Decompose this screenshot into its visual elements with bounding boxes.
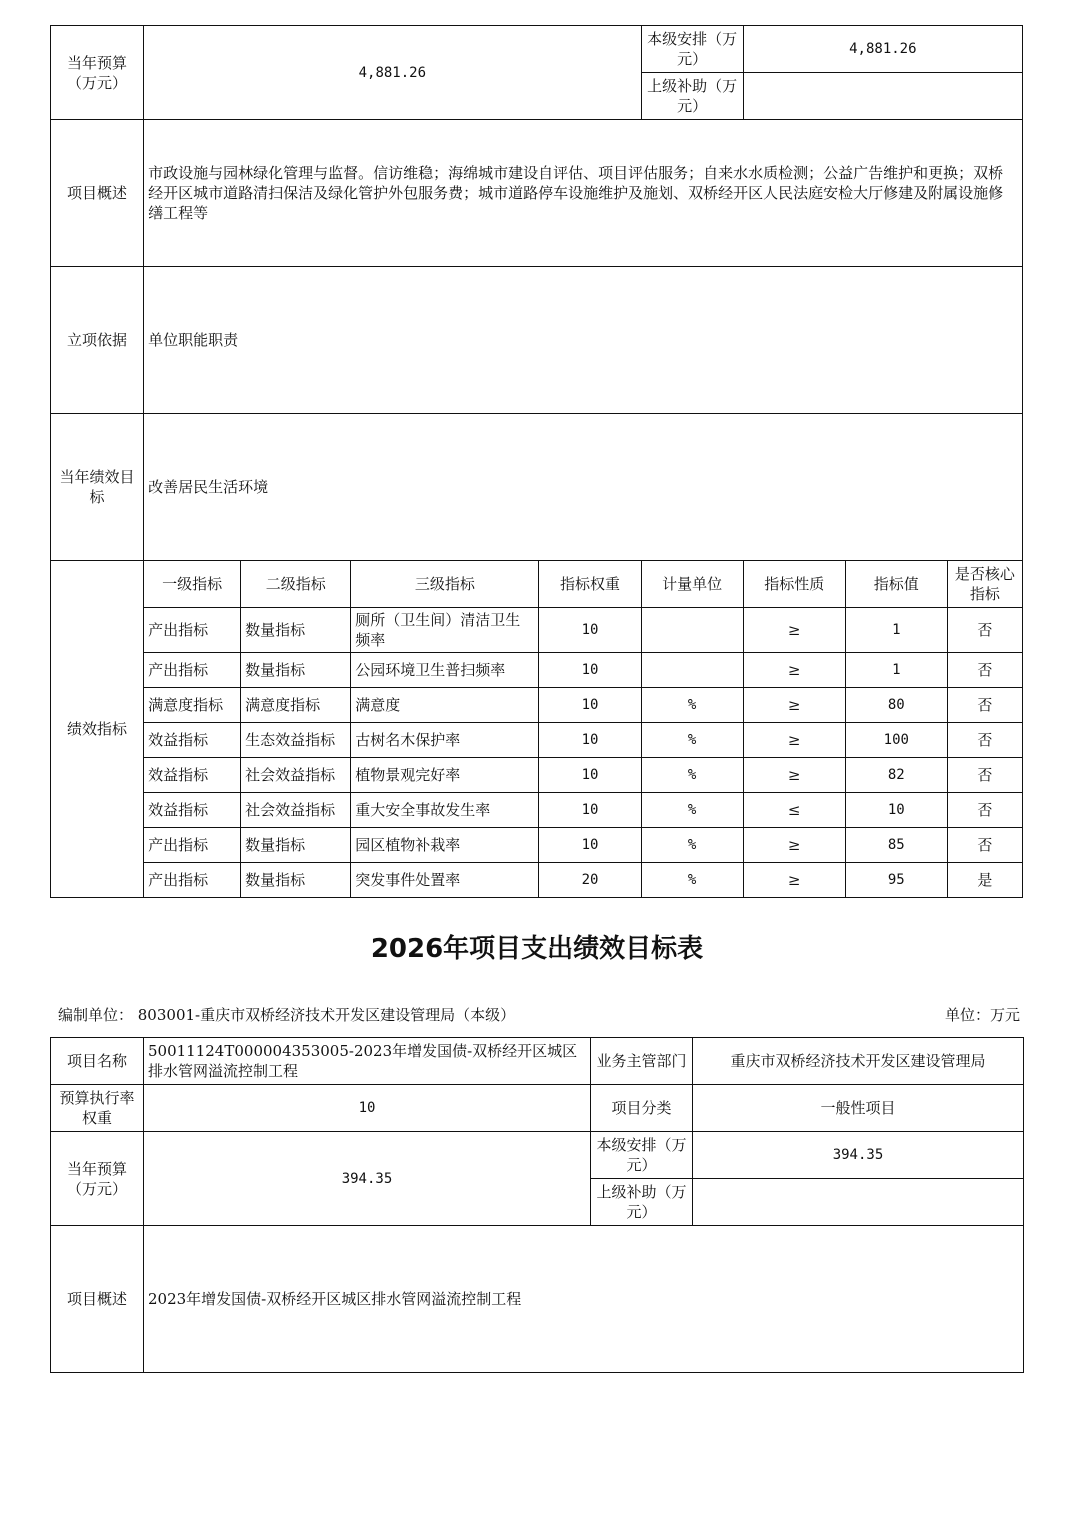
level2: 数量指标 <box>241 653 351 688</box>
value: 100 <box>845 723 947 758</box>
nature: ≥ <box>743 608 845 653</box>
level1: 效益指标 <box>144 723 241 758</box>
header-core: 是否核心指标 <box>947 561 1022 608</box>
table-row <box>51 608 1023 653</box>
header-level3: 三级指标 <box>351 561 539 608</box>
nature: ≥ <box>743 828 845 863</box>
level1: 产出指标 <box>144 608 241 653</box>
unit: % <box>641 828 743 863</box>
superior-subsidy-value <box>693 1179 1024 1226</box>
overview-label: 项目概述 <box>51 120 144 267</box>
level3: 公园环境卫生普扫频率 <box>351 653 539 688</box>
superior-subsidy-label: 上级补助（万元） <box>641 73 743 120</box>
core: 否 <box>947 723 1022 758</box>
level2: 生态效益指标 <box>241 723 351 758</box>
level1: 效益指标 <box>144 793 241 828</box>
performance-table-1 <box>50 25 1023 898</box>
budget-value: 4,881.26 <box>144 26 641 120</box>
unit-label: 单位：万元 <box>944 1006 1020 1024</box>
nature: ≥ <box>743 758 845 793</box>
header-nature: 指标性质 <box>743 561 845 608</box>
unit <box>641 608 743 653</box>
category-label: 项目分类 <box>591 1085 693 1132</box>
page-title: 2026年项目支出绩效目标表 <box>370 934 704 964</box>
value: 95 <box>845 863 947 898</box>
core: 否 <box>947 793 1022 828</box>
superior-subsidy-label: 上级补助（万元） <box>591 1179 693 1226</box>
budget-label: 当年预算（万元） <box>51 1132 144 1226</box>
core: 否 <box>947 608 1022 653</box>
level3: 满意度 <box>351 688 539 723</box>
goal-label: 当年绩效目标 <box>51 414 144 561</box>
level1: 效益指标 <box>144 758 241 793</box>
level2: 数量指标 <box>241 608 351 653</box>
weight: 10 <box>539 758 641 793</box>
execution-weight-label: 预算执行率权重 <box>51 1085 144 1132</box>
unit: % <box>641 863 743 898</box>
overview-text: 2023年增发国债-双桥经开区城区排水管网溢流控制工程 <box>144 1226 1024 1373</box>
value: 1 <box>845 653 947 688</box>
header-value: 指标值 <box>845 561 947 608</box>
weight: 10 <box>539 793 641 828</box>
local-arrangement-label: 本级安排（万元） <box>641 26 743 73</box>
weight: 10 <box>539 688 641 723</box>
budget-value: 394.35 <box>144 1132 591 1226</box>
unit: % <box>641 793 743 828</box>
basis-label: 立项依据 <box>51 267 144 414</box>
performance-table-2 <box>50 1037 1024 1373</box>
unit: % <box>641 723 743 758</box>
core: 否 <box>947 758 1022 793</box>
project-name-value: 50011124T000004353005-2023年增发国债-双桥经开区城区排水管网溢流控制工程 <box>144 1038 591 1085</box>
core: 否 <box>947 828 1022 863</box>
department-label: 业务主管部门 <box>591 1038 693 1085</box>
nature: ≥ <box>743 863 845 898</box>
value: 82 <box>845 758 947 793</box>
value: 10 <box>845 793 947 828</box>
level2: 社会效益指标 <box>241 793 351 828</box>
overview-label: 项目概述 <box>51 1226 144 1373</box>
level3: 园区植物补栽率 <box>351 828 539 863</box>
nature: ≥ <box>743 653 845 688</box>
level3: 植物景观完好率 <box>351 758 539 793</box>
value: 1 <box>845 608 947 653</box>
weight: 10 <box>539 828 641 863</box>
performance-indicator-label: 绩效指标 <box>51 561 144 898</box>
table-row <box>51 863 1023 898</box>
core: 否 <box>947 653 1022 688</box>
level2: 数量指标 <box>241 863 351 898</box>
superior-subsidy-value <box>743 73 1022 120</box>
value: 80 <box>845 688 947 723</box>
header-weight: 指标权重 <box>539 561 641 608</box>
budget-label: 当年预算（万元） <box>51 26 144 120</box>
table-row <box>51 758 1023 793</box>
unit: % <box>641 688 743 723</box>
level3: 重大安全事故发生率 <box>351 793 539 828</box>
overview-text: 市政设施与园林绿化管理与监督。信访维稳；海绵城市建设自评估、项目评估服务；自来水水质检测；公益广告维护和更换；双桥经开区城市道路清扫保洁及绿化管护外包服务费；城市道路停车设施维护及施划、双桥经开区人民法庭安检大厅修建及附属设施修缮工程等 <box>144 120 1023 267</box>
level3: 突发事件处置率 <box>351 863 539 898</box>
weight: 10 <box>539 608 641 653</box>
unit <box>641 653 743 688</box>
level1: 满意度指标 <box>144 688 241 723</box>
header-level1: 一级指标 <box>144 561 241 608</box>
nature: ≥ <box>743 688 845 723</box>
project-name-label: 项目名称 <box>51 1038 144 1085</box>
department-value: 重庆市双桥经济技术开发区建设管理局 <box>693 1038 1024 1085</box>
level3: 古树名木保护率 <box>351 723 539 758</box>
unit: % <box>641 758 743 793</box>
category-value: 一般性项目 <box>693 1085 1024 1132</box>
table-row <box>51 828 1023 863</box>
table-row <box>51 723 1023 758</box>
level1: 产出指标 <box>144 828 241 863</box>
core: 是 <box>947 863 1022 898</box>
header-level2: 二级指标 <box>241 561 351 608</box>
local-arrangement-value: 4,881.26 <box>743 26 1022 73</box>
level1: 产出指标 <box>144 653 241 688</box>
local-arrangement-label: 本级安排（万元） <box>591 1132 693 1179</box>
level3: 厕所（卫生间）清洁卫生频率 <box>351 608 539 653</box>
indicator-header-row <box>51 561 1023 608</box>
basis-text: 单位职能职责 <box>144 267 1023 414</box>
goal-text: 改善居民生活环境 <box>144 414 1023 561</box>
nature: ≥ <box>743 723 845 758</box>
table-row <box>51 688 1023 723</box>
level2: 满意度指标 <box>241 688 351 723</box>
nature: ≤ <box>743 793 845 828</box>
table-row <box>51 793 1023 828</box>
value: 85 <box>845 828 947 863</box>
level2: 社会效益指标 <box>241 758 351 793</box>
level1: 产出指标 <box>144 863 241 898</box>
weight: 10 <box>539 653 641 688</box>
table-row <box>51 653 1023 688</box>
core: 否 <box>947 688 1022 723</box>
compiling-unit: 编制单位： 803001-重庆市双桥经济技术开发区建设管理局（本级） <box>58 1006 516 1024</box>
level2: 数量指标 <box>241 828 351 863</box>
local-arrangement-value: 394.35 <box>693 1132 1024 1179</box>
weight: 10 <box>539 723 641 758</box>
header-unit: 计量单位 <box>641 561 743 608</box>
weight: 20 <box>539 863 641 898</box>
execution-weight-value: 10 <box>144 1085 591 1132</box>
